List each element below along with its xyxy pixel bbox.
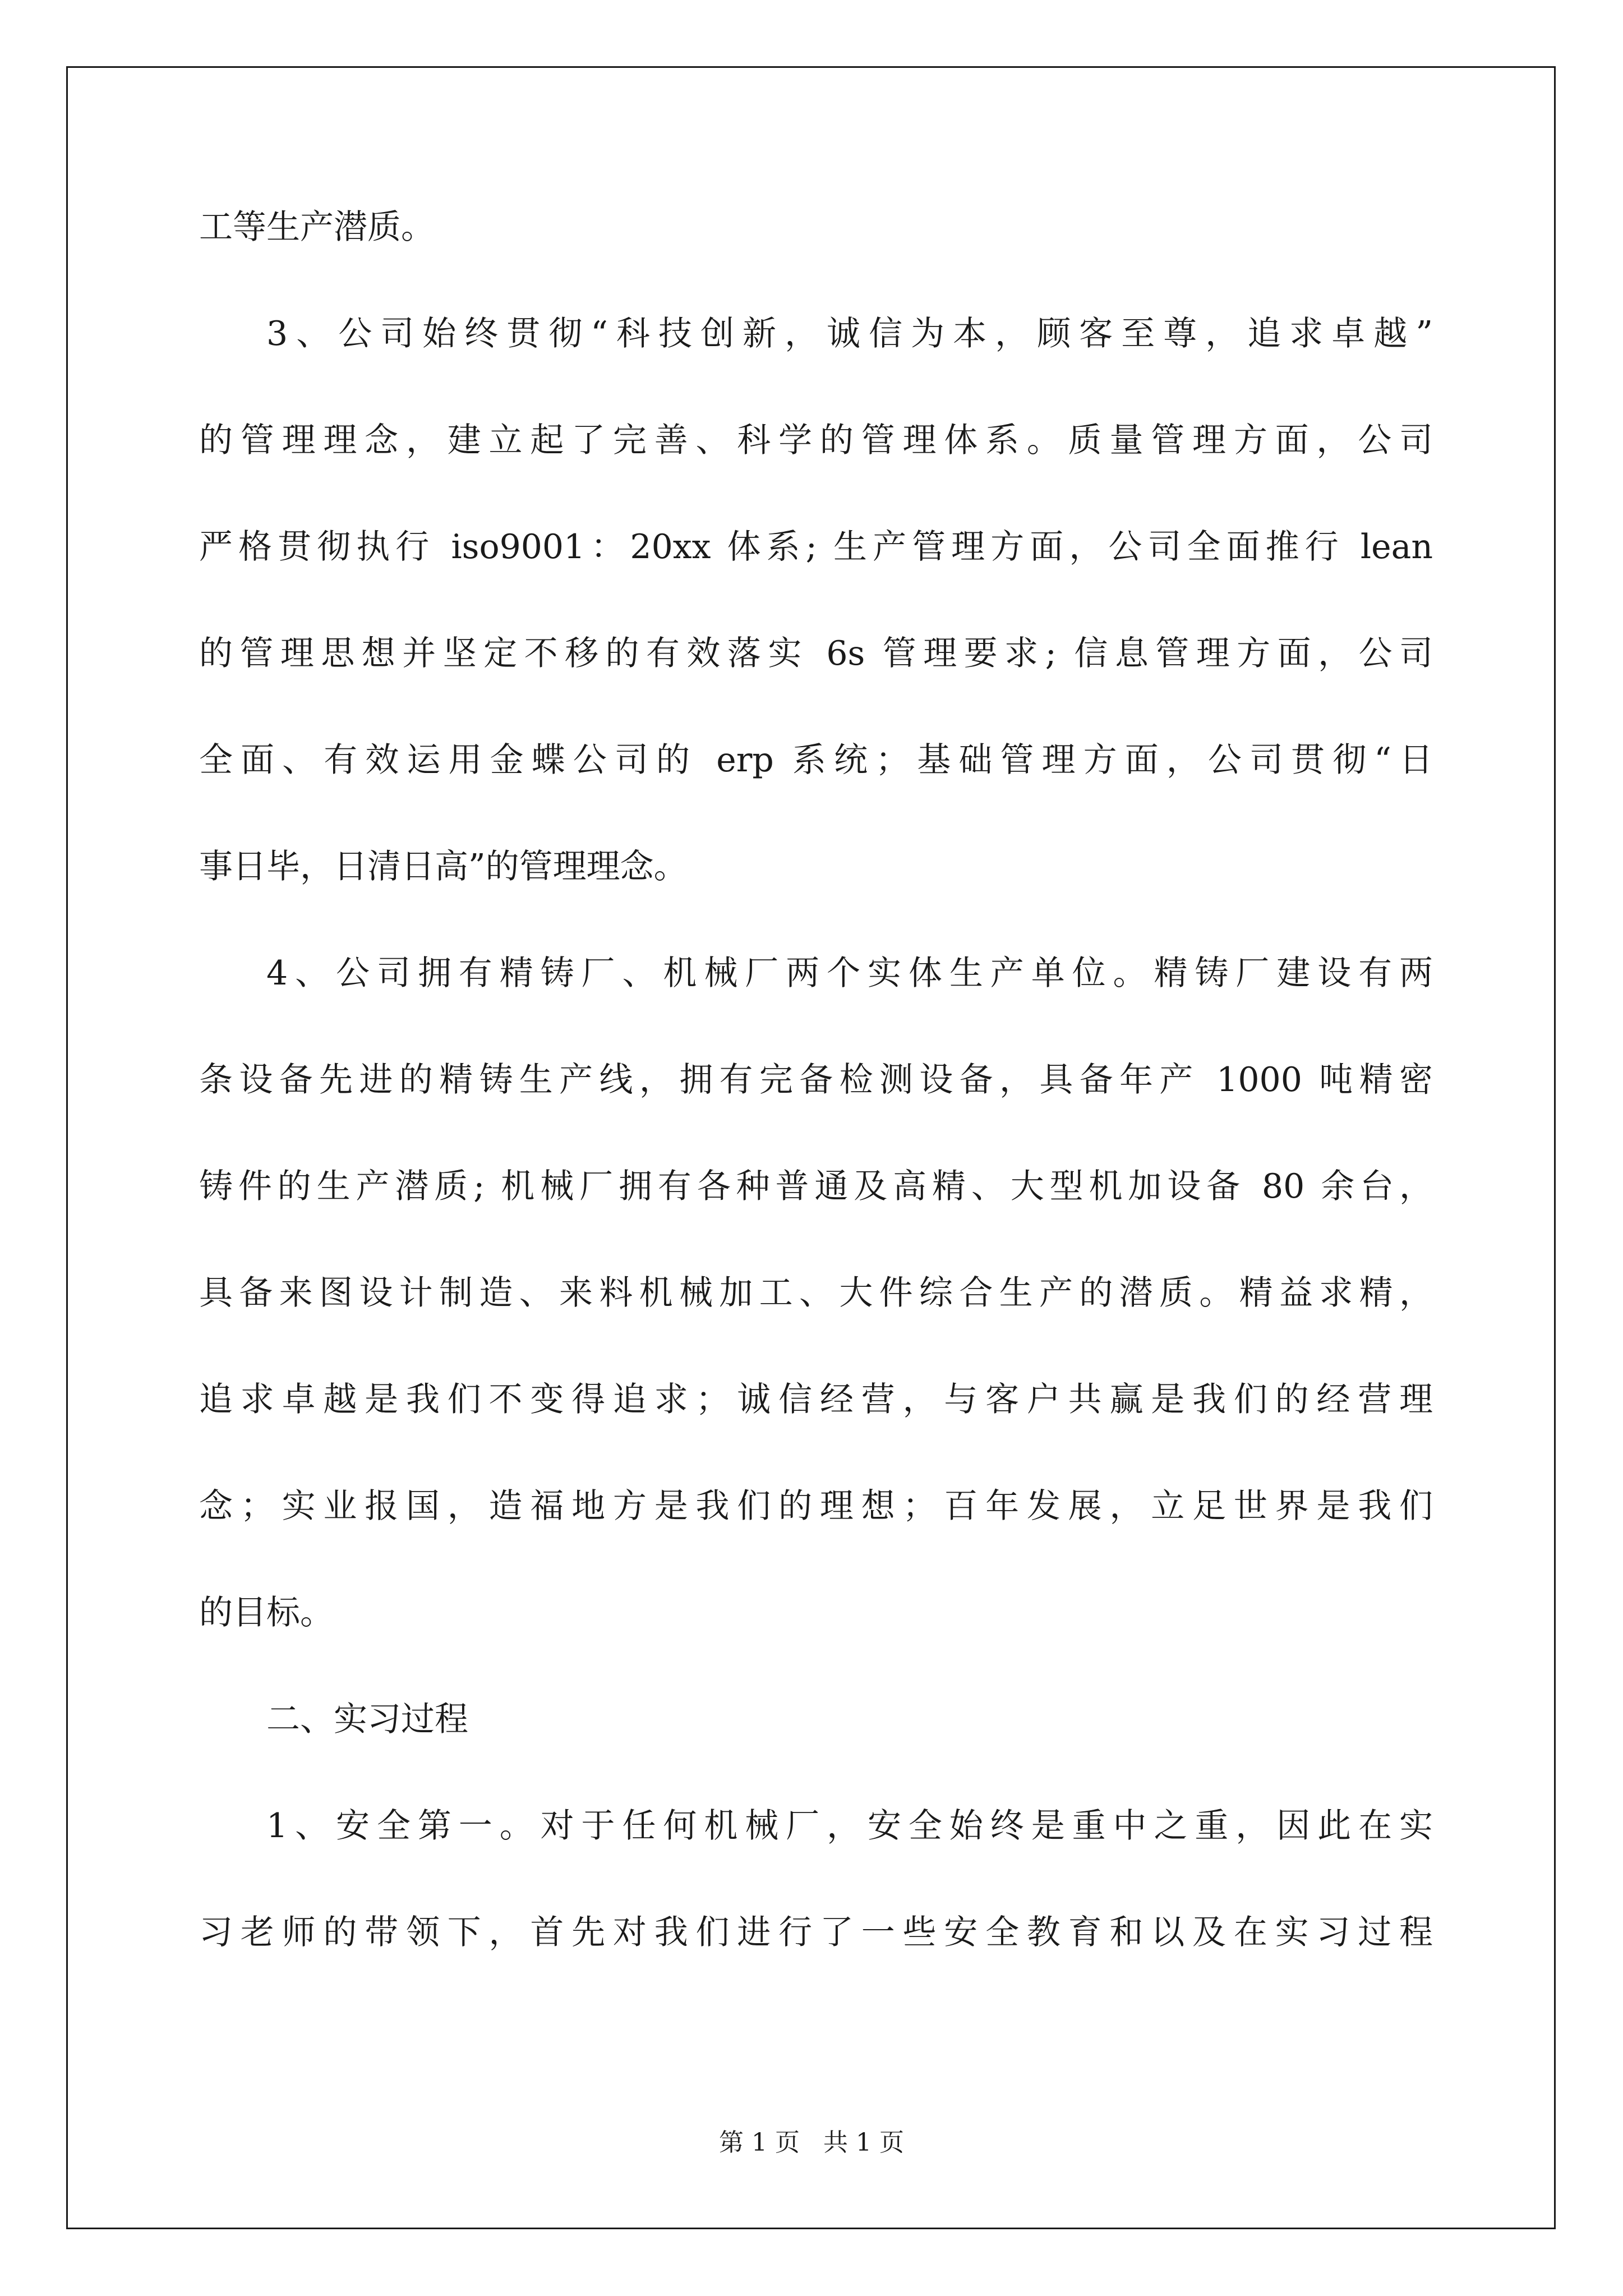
text-line: 4、公司拥有精铸厂、机械厂两个实体生产单位。精铸厂建设有两 <box>266 954 1433 993</box>
text-line: 的管理思想并坚定不移的有效落实 6s 管理要求; 信息管理方面，公司 <box>199 634 1433 673</box>
text-line: 全面、有效运用金蝶公司的 erp 系统；基础管理方面，公司贯彻“日 <box>199 740 1433 780</box>
section-heading: 二、实习过程 <box>266 1700 468 1739</box>
text-line: 的目标。 <box>199 1593 334 1632</box>
text-line: 3、公司始终贯彻“科技创新，诚信为本，顾客至尊，追求卓越” <box>266 314 1433 353</box>
text-line: 工等生产潜质。 <box>199 208 435 247</box>
text-line: 铸件的生产潜质; 机械厂拥有各种普通及高精、大型机加设备 80 余台， <box>199 1167 1433 1206</box>
page-footer <box>0 2126 1623 2160</box>
text-line: 的管理理念，建立起了完善、科学的管理体系。质量管理方面，公司 <box>199 421 1433 460</box>
text-line: 具备来图设计制造、来料机械加工、大件综合生产的潜质。精益求精， <box>199 1273 1433 1313</box>
page-total: 共 1 页 <box>823 2128 904 2157</box>
text-line: 追求卓越是我们不变得追求；诚信经营，与客户共赢是我们的经营理 <box>199 1380 1433 1419</box>
text-line: 事日毕，日清日高”的管理理念。 <box>199 847 688 886</box>
page-number: 第 1 页 <box>719 2128 800 2157</box>
text-line: 习老师的带领下，首先对我们进行了一些安全教育和以及在实习过程 <box>199 1913 1433 1952</box>
text-line: 念；实业报国，造福地方是我们的理想；百年发展，立足世界是我们 <box>199 1487 1433 1526</box>
text-line: 严格贯彻执行 iso9001：20xx 体系; 生产管理方面，公司全面推行 lean <box>199 527 1433 567</box>
text-line: 1、安全第一。对于任何机械厂，安全始终是重中之重，因此在实 <box>266 1806 1433 1846</box>
text-line: 条设备先进的精铸生产线，拥有完备检测设备，具备年产 1000 吨精密 <box>199 1060 1433 1099</box>
